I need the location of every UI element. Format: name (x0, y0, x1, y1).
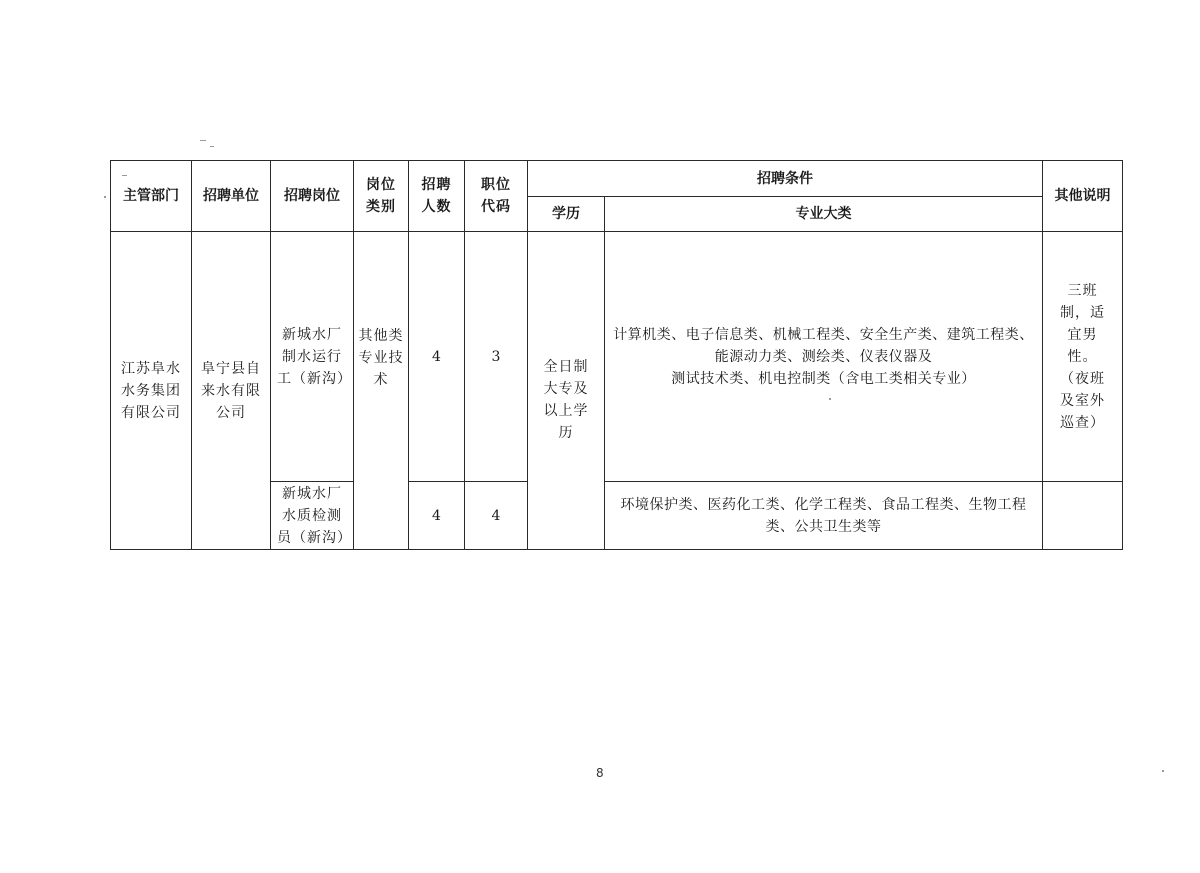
cell-code: 4 (465, 482, 528, 550)
header-category-text: 岗位类别 (366, 177, 396, 215)
header-post: 招聘岗位 (271, 161, 354, 232)
header-count (409, 161, 465, 232)
scan-speck (104, 196, 106, 198)
cell-unit (192, 232, 271, 550)
page-number: 8 (596, 766, 604, 780)
major-line: 类、公共卫生类等 (765, 518, 882, 535)
header-code-text: 职位代码 (481, 177, 511, 215)
cell-dept (111, 232, 192, 550)
recruitment-table (110, 160, 1123, 550)
header-code (465, 161, 528, 232)
major-line: 环境保护类、医药化工类、化学工程类、食品工程类、生物工程 (620, 496, 1027, 513)
header-unit: 招聘单位 (192, 161, 271, 232)
cell-education-text: 全日制大专及以上学历 (543, 359, 589, 441)
cell-post-text: 新城水厂水质检测员（新沟） (277, 485, 352, 546)
table-row (111, 232, 1123, 482)
cell-major (605, 232, 1043, 482)
cell-notes-text: 三班制，适宜男性。（夜班及室外巡查） (1060, 282, 1105, 431)
scan-speck (200, 140, 206, 141)
cell-unit-text: 阜宁县自来水有限公司 (201, 360, 261, 421)
cell-count: 4 (409, 482, 465, 550)
cell-category (354, 232, 409, 550)
cell-category-text: 其他类专业技术 (358, 328, 404, 388)
major-line: 能源动力类、测绘类、仪表仪器及 (714, 348, 933, 365)
cell-count: 4 (409, 232, 465, 482)
cell-post (271, 482, 354, 550)
major-line: 测试技术类、机电控制类（含电工类相关专业） (671, 370, 976, 387)
header-education: 学历 (528, 197, 605, 232)
cell-notes (1043, 482, 1123, 550)
cell-code: 3 (465, 232, 528, 482)
cell-education (528, 232, 605, 550)
header-major: 专业大类 (605, 197, 1043, 232)
cell-post-text: 新城水厂制水运行工（新沟） (277, 326, 352, 387)
major-line: 计算机类、电子信息类、机械工程类、安全生产类、建筑工程类、 (613, 326, 1034, 343)
cell-dept-text: 江苏阜水水务集团有限公司 (121, 360, 181, 421)
cell-major (605, 482, 1043, 550)
header-count-text: 招聘人数 (421, 177, 452, 215)
scan-speck (1162, 770, 1164, 772)
header-dept: 主管部门 (111, 161, 192, 232)
cell-notes (1043, 232, 1123, 482)
header-conditions: 招聘条件 (528, 161, 1043, 197)
scan-speck (829, 398, 831, 400)
header-category (354, 161, 409, 232)
cell-post (271, 232, 354, 482)
header-notes: 其他说明 (1043, 161, 1123, 232)
scan-speck (210, 146, 214, 147)
scan-speck (122, 175, 127, 176)
